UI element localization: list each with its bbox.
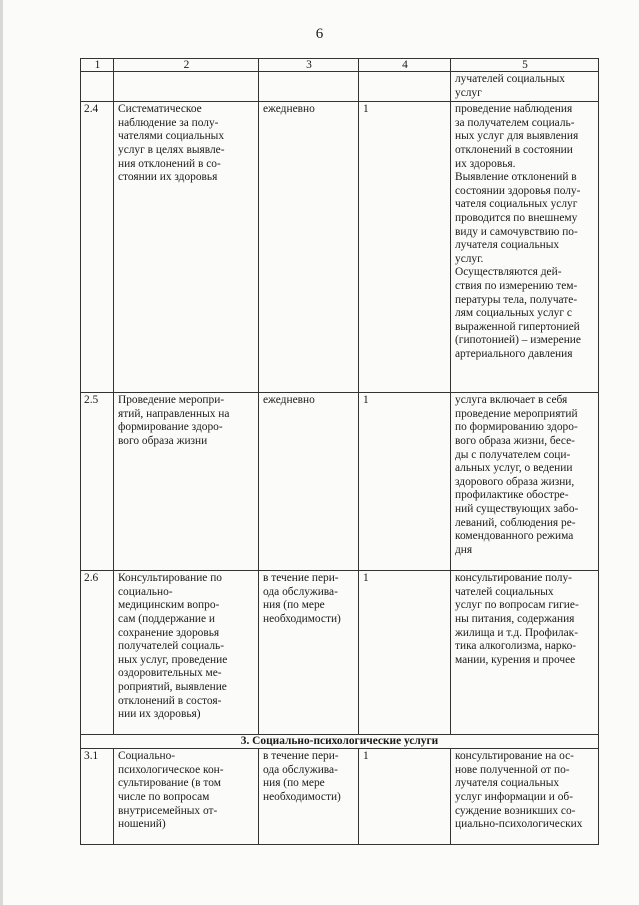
service-description: консультирование на ос- нове полученной от по- лучателя социальных услуг информации и об- суждение возникших со- циально-психологических — [451, 749, 599, 845]
service-count: 1 — [359, 749, 451, 845]
table-row — [81, 393, 599, 571]
table-row — [81, 749, 599, 845]
service-number: 2.4 — [81, 102, 114, 393]
table-row — [81, 571, 599, 735]
service-number: 2.6 — [81, 571, 114, 735]
continuation-description: лучателей социальных услуг — [451, 72, 599, 102]
service-description: консультирование полу- чателей социальных услуг по вопросам гигие- ны питания, содержания жилища и т.д. Профилак- тика алкоголизма, нарко- мании, курения и прочее — [451, 571, 599, 735]
service-period: ежедневно — [259, 393, 359, 571]
service-period: в течение пери- ода обслужива- ния (по мере необходимости) — [259, 571, 359, 735]
service-name: Проведение меропри- ятий, направленных на формирование здоро- вого образа жизни — [114, 393, 259, 571]
service-number: 2.5 — [81, 393, 114, 571]
column-number-1: 1 — [81, 59, 114, 72]
service-name: Консультирование по социально- медицинским вопро- сам (поддержание и сохранение здоровья получателей социаль- ных услуг, проведение оздоровительных ме- роприятий, выявление отклонений в состоя- нии их здоровья) — [114, 571, 259, 735]
service-count: 1 — [359, 102, 451, 393]
service-name: Систематическое наблюдение за полу- чателями социальных услуг в целях выявле- ния отклонений в со- стоянии их здоровья — [114, 102, 259, 393]
service-count: 1 — [359, 393, 451, 571]
continuation-row — [81, 72, 599, 102]
column-number-3: 3 — [259, 59, 359, 72]
column-number-4: 4 — [359, 59, 451, 72]
service-name: Социально- психологическое кон- сультирование (в том числе по вопросам внутрисемейных от- ношений) — [114, 749, 259, 845]
page-number: 6 — [315, 26, 324, 42]
services-table — [80, 58, 599, 845]
service-number: 3.1 — [81, 749, 114, 845]
service-period: ежедневно — [259, 102, 359, 393]
service-description: проведение наблюдения за получателем социаль- ных услуг для выявления отклонений в состоянии их здоровья. Выявление отклонений в состоянии здоровья полу- чателя социальных услуг проводится по внешнему виду и самочувствию по- лучателя социальных услуг. Осуществляются дей- ствия по измерению тем- пературы тела, получате- лям социальных услуг с выраженной гипертонией (гипотонией) – измерение артериального давления — [451, 102, 599, 393]
section-title: 3. Социально-психологические услуги — [81, 735, 599, 749]
column-number-5: 5 — [451, 59, 599, 72]
column-number-row — [81, 59, 599, 72]
section-row — [81, 735, 599, 749]
service-description: услуга включает в себя проведение мероприятий по формированию здоро- вого образа жизни, бесе- ды с получателем соци- альных услуг, о ведении здорового образа жизни, профилактике обостре- ний существующих забо- леваний, соблюдения ре- комендованного режима дня — [451, 393, 599, 571]
service-period: в течение пери- ода обслужива- ния (по мере необходимости) — [259, 749, 359, 845]
column-number-2: 2 — [114, 59, 259, 72]
table-row — [81, 102, 599, 393]
service-count: 1 — [359, 571, 451, 735]
scan-edge — [0, 0, 3, 905]
